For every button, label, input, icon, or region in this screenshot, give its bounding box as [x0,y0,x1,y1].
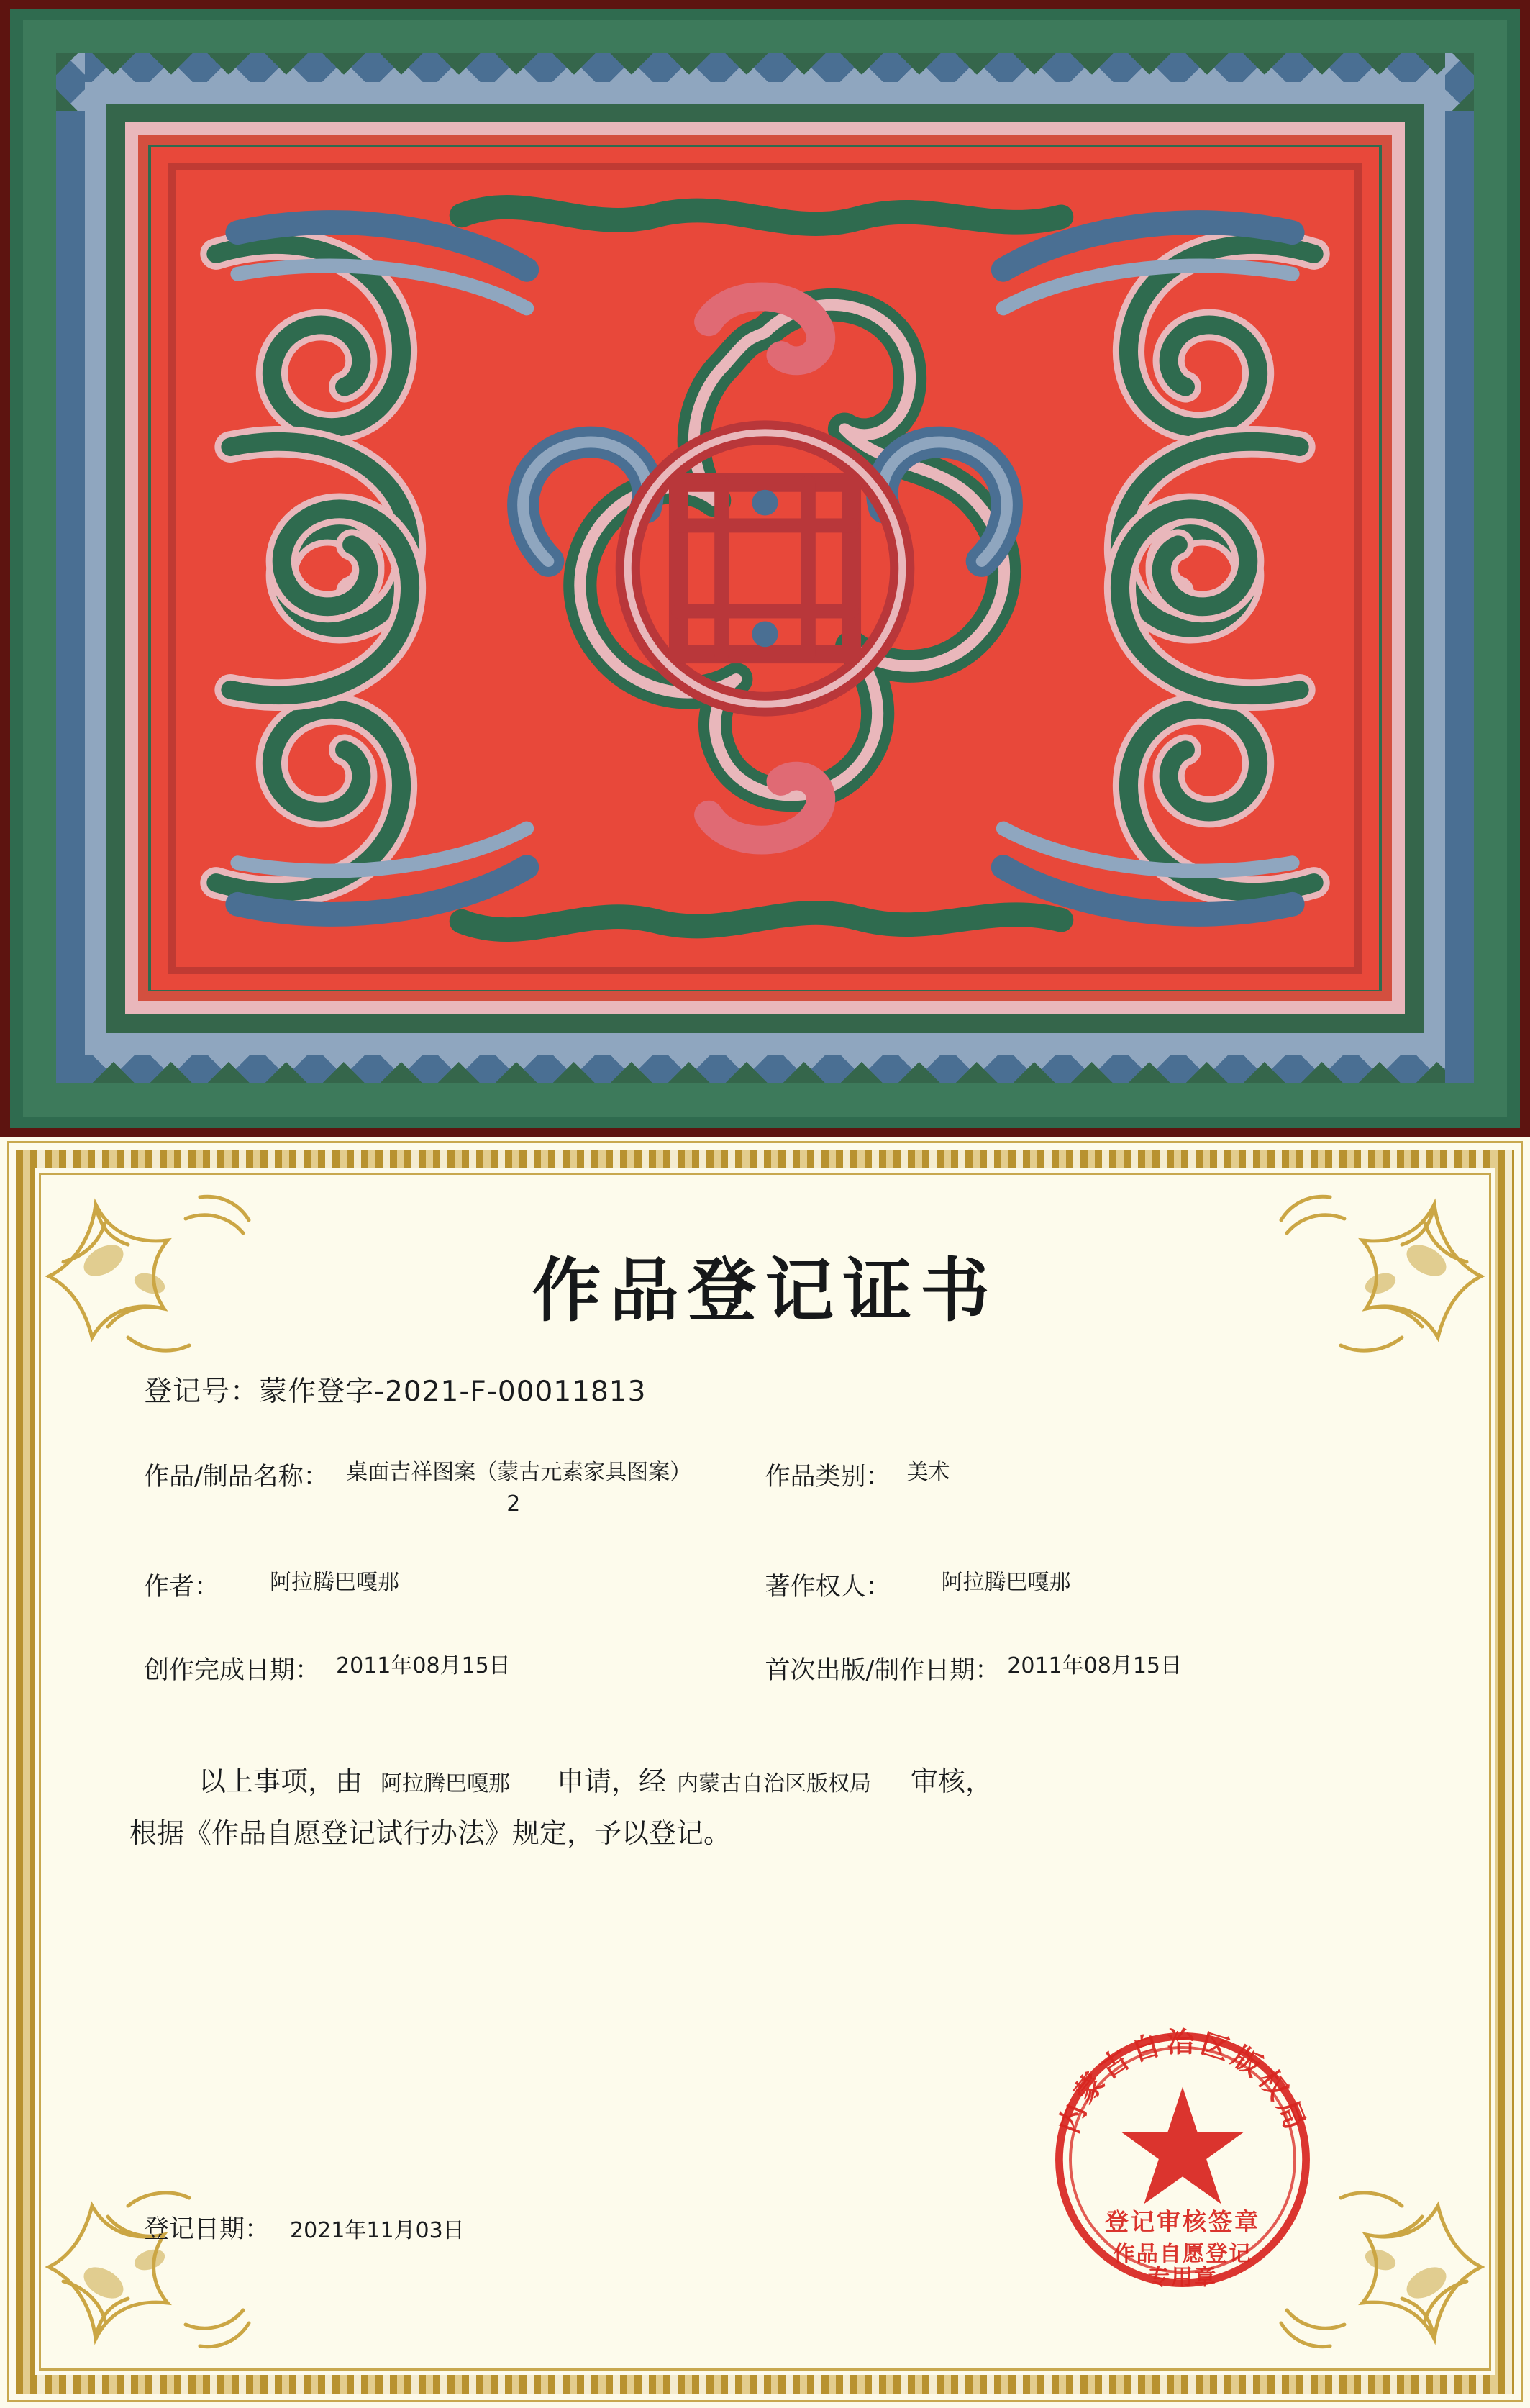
field-work-title [101,1457,765,1519]
artwork-outer-frame [10,9,1520,1128]
certificate-fields [101,1457,1429,1686]
seal-bottom-text-1: 作品自愿登记 [1113,2241,1252,2267]
registration-number [101,1369,1429,1409]
certificate-content [101,1216,1429,2329]
field-label: 作品/制品名称： [144,1463,329,1491]
statement-authority: 内蒙古自治区版权局 [677,1771,872,1796]
field-value: 阿拉腾巴嘎那 [941,1570,1071,1595]
field-value: 美术 [906,1460,950,1485]
registration-date-label: 登记日期： [144,2215,270,2244]
registration-date [144,2209,465,2245]
official-seal-stamp [1042,2019,1323,2300]
field-value: 桌面吉祥图案（蒙古元素家具图案）2 [346,1460,681,1517]
field-work-category [765,1457,1430,1519]
statement-suffix: 审核， [911,1766,993,1797]
artwork-panel [0,0,1530,1137]
seal-bottom-text-2: 专用章 [1147,2265,1218,2291]
statement-applicant: 阿拉腾巴嘎那 [381,1771,511,1796]
artwork-red-field [151,147,1379,990]
chevron-band-left [56,53,85,1083]
field-value: 阿拉腾巴嘎那 [270,1570,400,1595]
registration-number-value: 蒙作登字-2021-F-00011813 [259,1376,647,1408]
field-copyright-owner [765,1567,1430,1603]
page-title: 作品登记证书 [532,1250,998,1331]
field-value: 2011年08月15日 [336,1653,511,1678]
statement-line-2: 根据《作品自愿登记试行办法》规定，予以登记。 [129,1817,732,1850]
field-label: 作品类别： [765,1463,891,1491]
statement-paragraph [101,1755,1429,1859]
certificate-panel [0,1137,1530,2408]
field-label: 创作完成日期： [144,1656,321,1685]
chevron-band-top [56,53,1474,82]
field-value: 2011年08月15日 [1007,1653,1182,1678]
seal-inner-text: 登记审核签章 [1104,2207,1261,2236]
chevron-band-right [1445,53,1474,1083]
registration-number-label: 登记号： [144,1376,260,1408]
field-label: 首次出版/制作日期： [765,1656,1001,1685]
registration-date-value: 2021年11月03日 [290,2218,465,2243]
field-author [101,1567,765,1603]
seal-star-icon [1121,2087,1244,2204]
statement-prefix: 以上事项，由 [199,1766,363,1797]
field-first-publication-date [765,1650,1430,1686]
auspicious-knot-motif [151,147,1379,990]
statement-mid: 申请，经 [557,1766,667,1797]
chevron-band-bottom [56,1055,1474,1083]
field-creation-date [101,1650,765,1686]
field-label: 作者： [144,1573,220,1601]
field-label: 著作权人： [765,1573,891,1601]
seal-outer-text: 内蒙古自治区版权局 [1052,2026,1313,2138]
statement-line-1 [129,1755,1429,1807]
